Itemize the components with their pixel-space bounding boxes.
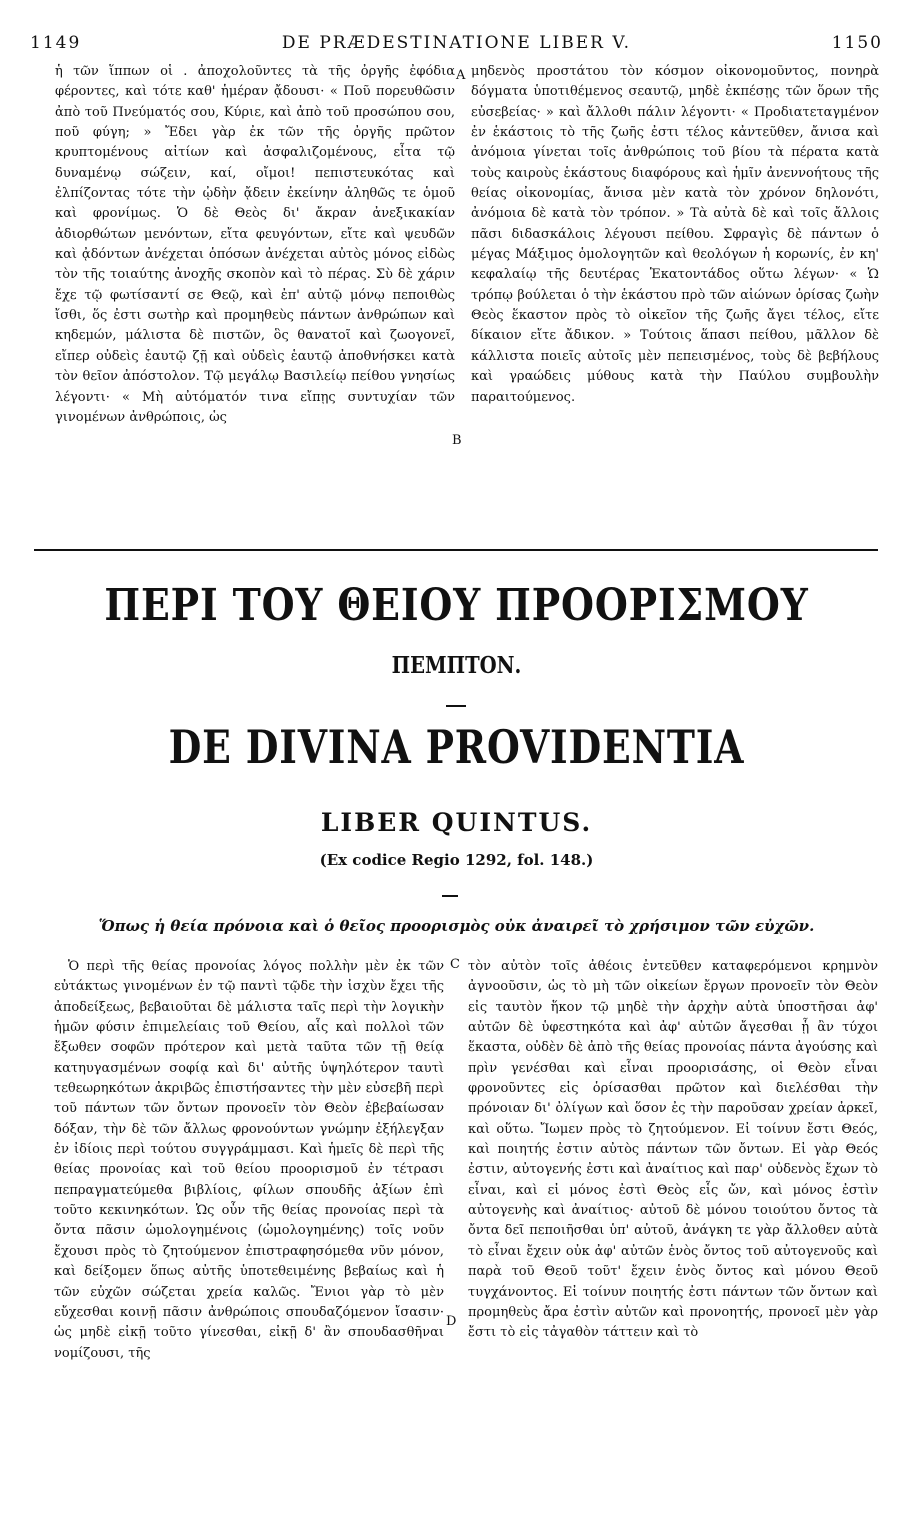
latin-title: DE DIVINA PROVIDENTIA bbox=[168, 720, 745, 774]
running-header bbox=[30, 33, 883, 57]
top-left-column bbox=[55, 62, 455, 536]
margin-marker-c: C bbox=[450, 957, 460, 972]
bottom-right-text: τὸν αὐτὸν τοῖς ἀθέοις ἐντεῦθεν καταφερόμενοι κρημνὸν ἀγνοοῦσιν, ὡς τὸ μὴ τῶν οἰκείων ἔργων προνοεῖν τὸν Θεὸν εἰς ταυτὸν ἥκον τῷ μηδὲ τὴν ἀρχὴν αὐτὰ ὑποστῆσαι ἀφ' αὐτῶν δὲ ὑφεστηκότα καὶ ἀφ' αὐτῶν ἄγεσθαι ᾗ ἂν τύχοι ἕκαστα, οὐδὲν δὲ ἀπὸ τῆς θείας προνοίας πάντα ἀγούσης καὶ πρὶν γενέσθαι καὶ εἶναι προορισάσης, οἱ Θεὸν εἶναι φρονοῦντες εἰς ὁρίσασθαι πρῶτον καὶ διελέσθαι τὴν πρόνοιαν δι' ὀλίγων καὶ ὅσον ἐς τὴν παροῦσαν χρείαν ἀρκεῖ, καὶ οὕτω. Ἴωμεν πρὸς τὸ ζητούμενον. Εἰ τοίνυν ἔστι Θεός, καὶ ποιητής ἐστιν αὐτὸς πάντων τῶν ὄντων. Εἰ γὰρ Θεός ἐστιν, αὐτογενής ἐστι καὶ ἀναίτιος καὶ παρ' οὐδενὸς ἔχων τὸ εἶναι, καὶ εἰ μόνος ἐστὶ Θεὸς εἷς ὤν, καὶ μόνος ἐστὶν αὐτογενὴς καὶ ἀναίτιος· αὐτοῦ δὲ μόνου τοιούτου ὄντος τὰ ὄντα δεῖ πεποιῆσθαι ὑπ' αὐτοῦ, ἀνάγκη τε γὰρ ἄλλοθεν αὐτὰ τὸ εἶναι ἔχειν οὐκ ἀφ' αὐτῶν ἑνὸς ὄντος τοῦ αὐτογενοῦς καὶ παρὰ τοῦ Θεοῦ τοῦτ' ἔχειν ἑνὸς ὄντος καὶ μόνου Θεοῦ τυγχάνοντος. Εἰ τοίνυν ποιητής ἐστι πάντων τῶν ὄντων καὶ προμηθεὺς ἄρα ἐστὶν αὐτῶν καὶ προνοητής, προνοεῖ μὲν γὰρ ἔστι τὸ εἰς τἀγαθὸν τάττειν καὶ τὸ bbox=[468, 959, 878, 1341]
bottom-right-column bbox=[468, 957, 878, 1517]
bottom-left-text: Ὁ περὶ τῆς θείας προνοίας λόγος πολλὴν μὲν ἐκ τῶν εὐτάκτως γινομένων ἐν τῷ παντὶ τῷδε τὴν ἰσχὺν ἔχει τῆς ἀποδείξεως, βεβαιοῦται δὲ μάλιστα ταῖς περὶ τὴν λογικὴν ἡμῶν φύσιν ἐπιμελείαις τοῦ Θείου, αἷς καὶ πολλοὶ τῶν ἔξωθεν σοφῶν πρότερον καὶ μετὰ ταῦτα τῶν τῇ θείᾳ κατηυγασμένων σοφίᾳ καὶ δι' αὐτῆς ὑψηλότερον ταυτὶ τεθεωρηκότων ἀκριβῶς ἐπιστήσαντες τὴν μὲν εὐσεβῆ περὶ τοῦ πάντων τῶν ὄντων προνοεῖν τὸν Θεὸν ἐβεβαίωσαν δόξαν, τὴν δὲ τῶν ἄλλως φρονούντων γνώμην ἐξήλεγξαν ἐν ἰδίοις περὶ τούτου συγγράμμασι. Καὶ ἡμεῖς δὲ περὶ τῆς θείας προνοίας καὶ τοῦ θείου προορισμοῦ ἐν τέτρασι πεπραγματεύμεθα βιβλίοις, φίλων σπουδῆς ἀξίων ἐπὶ τοῦτο κεκινηκότων. Ὡς οὖν τῆς θείας προνοίας περὶ τὰ ὄντα πᾶσιν ὡμολογημένοις (ὡμολογημένης) τοῖς νοῦν ἔχουσι πρὸς τὸ ζητούμενον ἐπιστραφησόμεθα νῦν μόνον, καὶ δείξομεν ὅπως αὐτῆς ὑποτεθειμένης βεβαίως καὶ ἡ τῶν εὐχῶν σώζεται χρεία καλῶς. Ἔνιοι γὰρ τὸ μὲν εὔχεσθαι κοινῇ πᾶσιν ἀνθρώποις σπουδαζόμενον ἴσασιν· ὡς μηδὲ εἰκῇ τοῦτο γίνεσθαι, εἰκῇ δ' ἂν σπουδασθῆναι νομίζουσι, τῆς bbox=[54, 959, 444, 1361]
top-right-text: μηδενὸς προστάτου τὸν κόσμον οἰκονομοῦντος, πονηρὰ δόγματα ὑποτιθέμενος σεαυτῷ, μηδὲ ἐκπέσῃς τῶν ὅρων τῆς εὐσεβείας· » καὶ ἄλλοθι πάλιν λέγοντι· « Προδιατεταγμένον ἐν ἑκάστοις τὸ τῆς ζωῆς ἐστι τέλος κἀντεῦθεν, ἄνισα καὶ ἀνόμοια γίνεται τοῖς ἀνθρώποις τοῦ βίου τὰ πέρατα κατὰ τοὺς καιροὺς ἑκάστους διαφόρους καὶ ἡμῖν ἀνεννοήτους τῆς θείας οἰκονομίας, ἄνισα μὲν κατὰ τὸν χρόνον δηλονότι, ἀνόμοια δὲ κατὰ τὸν τρόπον. » Τὰ αὐτὰ δὲ καὶ τοῖς ἄλλοις πᾶσι διδασκάλοις λέγουσι πείθου. Σφραγὶς δὲ πάντων ὁ μέγας Μάξιμος ὁμολογητῶν καὶ θεολόγων ἡ κορωνίς, ἐν κη' κεφαλαίῳ τῆς δευτέρας Ἑκατοντάδος οὕτω λέγων· « Ὡ τρόπῳ βούλεται ὁ τὴν ἑκάστου πρὸ τῶν αἰώνων ὁρίσας ζωὴν Θεὸς ἕκαστον πρὸς τὸ οἰκεῖον τῆς ζωῆς ἄγει τέλος, εἴτε δίκαιον εἴτε ἄδικον. » Τούτοις ἅπασι πείθου, μᾶλλον δὲ κάλλιστα ποιεῖς αὐτοῖς μὲν πεπεισμένος, τοὺς δὲ βεβήλους καὶ γραώδεις μύθους κατὰ τὴν Παύλου συμβουλὴν παραιτούμενος. bbox=[471, 64, 879, 405]
latin-subtitle: LIBER QUINTUS. bbox=[320, 808, 593, 837]
title-divider-2 bbox=[442, 895, 458, 897]
top-left-text: ἡ τῶν ἵππων οἱ . ἀποχολοῦντες τὰ τῆς ὀργῆς ἐφόδια φέροντες, καὶ τότε καθ' ἡμέραν ᾄδουσι· « Ποῦ πορευθῶσιν ἀπὸ τοῦ Πνεύματός σου, Κύριε, καὶ ἀπὸ τοῦ προσώπου σου, ποῦ φύγη; » Ἔδει γὰρ ἐκ τῶν τῆς ὀργῆς πρῶτον κρυπτομένους αἰτίων καὶ ἀσφαλιζομένους, εἶτα τῷ δυναμένῳ σώζειν, καί, οἴμοι! πεπιστευκότας καὶ ἐλπίζοντας τότε τὴν ᾠδὴν ᾄδειν ἐκείνην ἀληθῶς τε ὁμοῦ καὶ φρονίμως. Ὁ δὲ Θεὸς δι' ἄκραν ἀνεξικακίαν ἀδιορθώτων μενόντων, εἴτα φευγόντων, εἴτε καὶ ψευδῶν καὶ ᾀδόντων ἀνέχεται ὁπόσων ἀνέχεται αὐτὸς μόνος εἰδὼς τὸν τῆς τοιαύτης ἀνοχῆς σκοπὸν καὶ τὸ πέρας. Σὺ δὲ χάριν ἔχε τῷ φωτίσαντί σε Θεῷ, καὶ ἐπ' αὐτῷ μόνῳ πεποιθὼς ἴσθι, ὅς ἐστι σωτὴρ καὶ προμηθεὺς πάντων ἀνθρώπων καὶ κηδεμών, μάλιστα δὲ πιστῶν, ὃς θανατοῖ καὶ ζωογονεῖ, εἴπερ οὐδεὶς ἑαυτῷ ζῇ καὶ οὐδεὶς ἑαυτῷ ἀποθνήσκει κατὰ τὸν θεῖον ἀπόστολον. Τῷ μεγάλῳ Βασιλείῳ πείθου γνησίως λέγοντι· « Μὴ αὐτόματόν τινα εἴπῃς συντυχίαν τῶν γινομένων ἀνθρώποις, ὡς bbox=[55, 64, 455, 425]
margin-marker-a: A bbox=[456, 68, 466, 83]
margin-marker-b: B bbox=[452, 433, 462, 448]
margin-marker-d: D bbox=[446, 1314, 457, 1329]
page-number-right: 1150 bbox=[831, 33, 883, 53]
bottom-left-column bbox=[54, 957, 444, 1517]
greek-title: ΠΕΡΙ ΤΟΥ ΘΕΙΟΥ ΠΡΟΟΡΙΣΜΟΥ bbox=[104, 580, 809, 631]
running-title: DE PRÆDESTINATIONE LIBER V. bbox=[281, 33, 632, 53]
greek-subtitle: ΠΕΜΠΤΟΝ. bbox=[391, 652, 522, 679]
top-right-column bbox=[471, 62, 879, 516]
page-number-left: 1149 bbox=[30, 33, 82, 53]
chapter-heading: Ὅπως ἡ θεία πρόνοια καὶ ὁ θεῖος προορισμὸς οὐκ ἀναιρεῖ τὸ χρήσιμον τῶν εὐχῶν. bbox=[98, 917, 815, 935]
source-note: (Ex codice Regio 1292, fol. 148.) bbox=[319, 851, 594, 869]
section-divider bbox=[34, 549, 878, 551]
title-divider-1 bbox=[446, 705, 466, 707]
